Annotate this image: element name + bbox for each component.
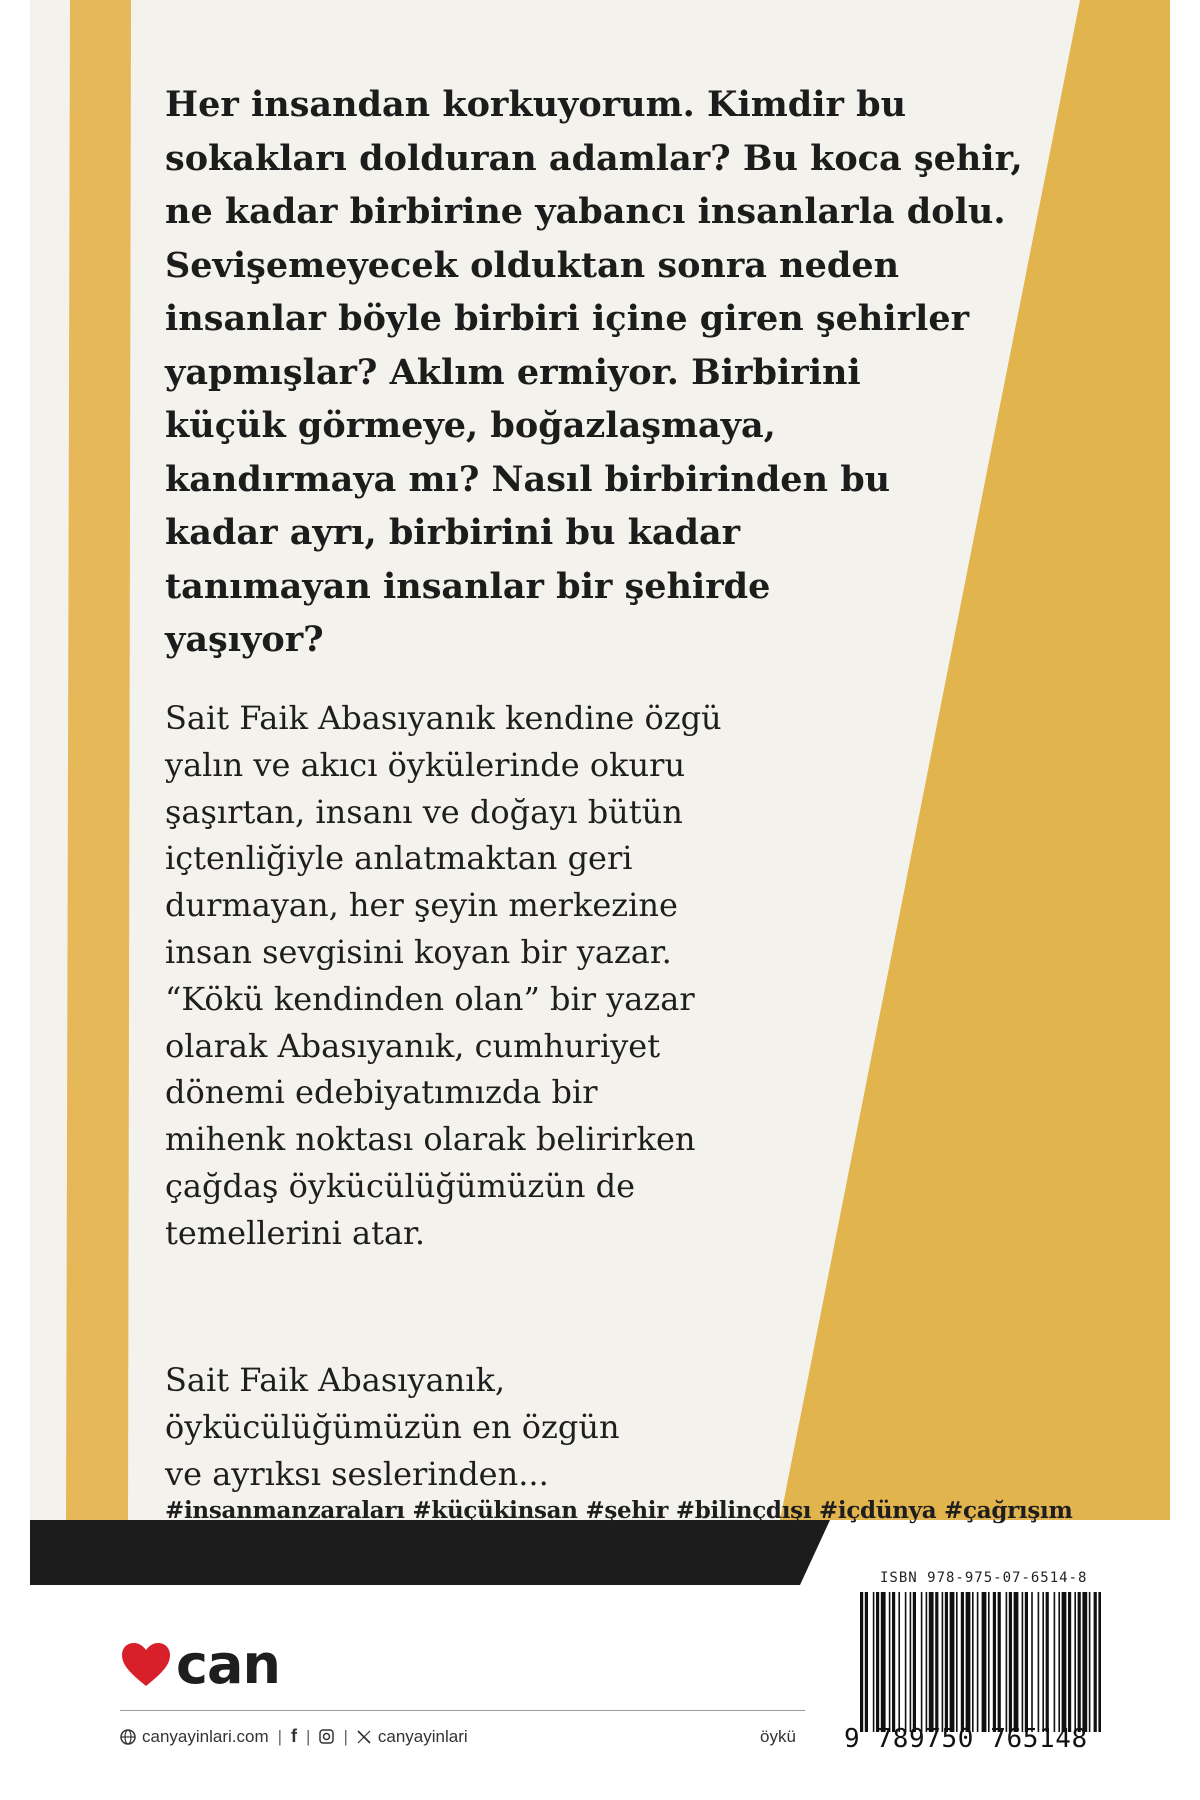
description-line: temellerini atar. <box>165 1213 425 1252</box>
black-band <box>30 1520 830 1585</box>
quote-line: kadar ayrı, birbirini bu kadar <box>165 512 741 553</box>
barcode-bar <box>1062 1592 1067 1732</box>
barcode-bar <box>921 1592 923 1732</box>
barcode-bar <box>945 1592 948 1732</box>
publisher-logo <box>120 1633 280 1696</box>
description-line: Sait Faik Abasıyanık kendine özgü <box>165 699 722 737</box>
barcode-bar <box>1025 1592 1028 1732</box>
tagline-block <box>165 1357 785 1497</box>
barcode-bar <box>1074 1592 1076 1732</box>
facebook-icon[interactable]: f <box>291 1726 298 1746</box>
barcode-bar <box>898 1592 900 1732</box>
barcode-bar <box>1098 1592 1101 1732</box>
separator: | <box>343 1726 348 1746</box>
barcode-bar <box>966 1592 971 1732</box>
description-line: olarak Abasıyanık, cumhuriyet <box>165 1026 661 1065</box>
barcode-bar <box>1022 1592 1024 1732</box>
quote-line: ne kadar birbirine yabancı insanlarla dolu. <box>165 191 1006 232</box>
barcode-bar <box>950 1592 955 1732</box>
logo-text: can <box>176 1633 280 1696</box>
description-line: dönemi edebiyatımızda bir <box>165 1073 598 1112</box>
barcode-bar <box>1089 1592 1091 1732</box>
description-line: içtenliğiyle anlatmaktan geri <box>165 839 633 878</box>
x-icon[interactable] <box>357 1730 371 1744</box>
footer-links <box>120 1726 468 1747</box>
barcode-bar <box>865 1592 868 1732</box>
barcode-bar <box>905 1592 907 1732</box>
quote-line: tanımayan insanlar bir şehirde <box>165 565 771 607</box>
description-line: durmayan, her şeyin merkezine <box>165 886 678 925</box>
description-block <box>165 695 785 1257</box>
barcode-bar <box>961 1592 964 1732</box>
description-line: yalın ve akıcı öykülerinde okuru <box>165 745 686 784</box>
isbn-label: ISBN 978-975-07-6514-8 <box>880 1570 1088 1586</box>
barcode-bar <box>942 1592 944 1732</box>
quote-line: kandırmaya mı? Nasıl birbirinden bu <box>165 458 891 500</box>
barcode-bar <box>977 1592 979 1732</box>
quote-line: Her insandan korkuyorum. Kimdir bu <box>165 84 907 125</box>
quote-line: yaşıyor? <box>165 619 324 660</box>
barcode-bar <box>1058 1592 1060 1732</box>
ochre-left-stripe <box>66 0 131 1520</box>
quote-line: yapmışlar? Aklım ermiyor. Birbirini <box>165 351 861 393</box>
barcode-bar <box>876 1592 879 1732</box>
barcode-bar <box>873 1592 875 1732</box>
tagline-line: Sait Faik Abasıyanık, <box>165 1361 506 1399</box>
barcode-bar <box>1094 1592 1097 1732</box>
separator: | <box>306 1726 311 1746</box>
barcode-bar <box>889 1592 891 1732</box>
barcode-bar <box>998 1592 1001 1732</box>
barcode-bar <box>860 1592 863 1732</box>
heart-icon <box>120 1642 172 1688</box>
barcode-bar <box>982 1592 987 1732</box>
barcode-bar <box>926 1592 928 1732</box>
description-line: çağdaş öykücülüğümüzün de <box>165 1166 636 1205</box>
barcode-bar <box>988 1592 990 1732</box>
description-line: mihenk noktası olarak belirirken <box>165 1120 696 1159</box>
quote-block <box>165 78 1025 667</box>
footer-divider <box>120 1710 805 1711</box>
barcode-bar <box>956 1592 958 1732</box>
barcode-bar <box>881 1592 886 1732</box>
barcode-bar <box>1031 1592 1033 1732</box>
quote-line: Sevişemeyecek olduktan sonra neden <box>165 244 900 286</box>
barcode <box>858 1592 1101 1732</box>
description-line: insan sevgisini koyan bir yazar. <box>165 932 672 971</box>
separator: | <box>277 1726 283 1746</box>
barcode-bar <box>1038 1592 1040 1732</box>
tagline-line: öykücülüğümüzün en özgün <box>165 1407 620 1446</box>
barcode-bar <box>972 1592 974 1732</box>
barcode-bar <box>1054 1592 1056 1732</box>
social-handle[interactable]: canyayinlari <box>377 1726 468 1746</box>
barcode-bar <box>913 1592 916 1732</box>
hashtags: #insanmanzaraları #küçükinsan #şehir #bilinçdışı #içdünya #çağrışım <box>165 1497 1073 1524</box>
barcode-bar <box>1009 1592 1012 1732</box>
barcode-bar <box>1014 1592 1019 1732</box>
barcode-bar <box>993 1592 996 1732</box>
quote-line: sokakları dolduran adamlar? Bu koca şehir, <box>165 137 1023 179</box>
barcode-bar <box>910 1592 912 1732</box>
globe-icon <box>120 1729 136 1745</box>
quote-line: insanlar böyle birbiri içine giren şehirler <box>165 298 970 339</box>
barcode-bar <box>1082 1592 1087 1732</box>
barcode-bar <box>929 1592 934 1732</box>
description-line: “Kökü kendinden olan” bir yazar <box>165 979 695 1018</box>
instagram-icon[interactable] <box>319 1729 334 1744</box>
barcode-number: 9 789750 765148 <box>844 1724 1088 1754</box>
tagline-line: ve ayrıksı seslerinden... <box>165 1454 549 1493</box>
quote-line: küçük görmeye, boğazlaşmaya, <box>165 405 776 446</box>
barcode-bar <box>1068 1592 1071 1732</box>
website-link[interactable]: canyayinlari.com <box>142 1726 269 1746</box>
barcode-bar <box>1046 1592 1049 1732</box>
barcode-bar <box>1006 1592 1008 1732</box>
genre-label: öykü <box>760 1727 796 1746</box>
barcode-bar <box>1042 1592 1044 1732</box>
barcode-bar <box>935 1592 938 1732</box>
barcode-bar <box>892 1592 895 1732</box>
barcode-bar <box>1078 1592 1081 1732</box>
description-line: şaşırtan, insanı ve doğayı bütün <box>165 792 683 831</box>
